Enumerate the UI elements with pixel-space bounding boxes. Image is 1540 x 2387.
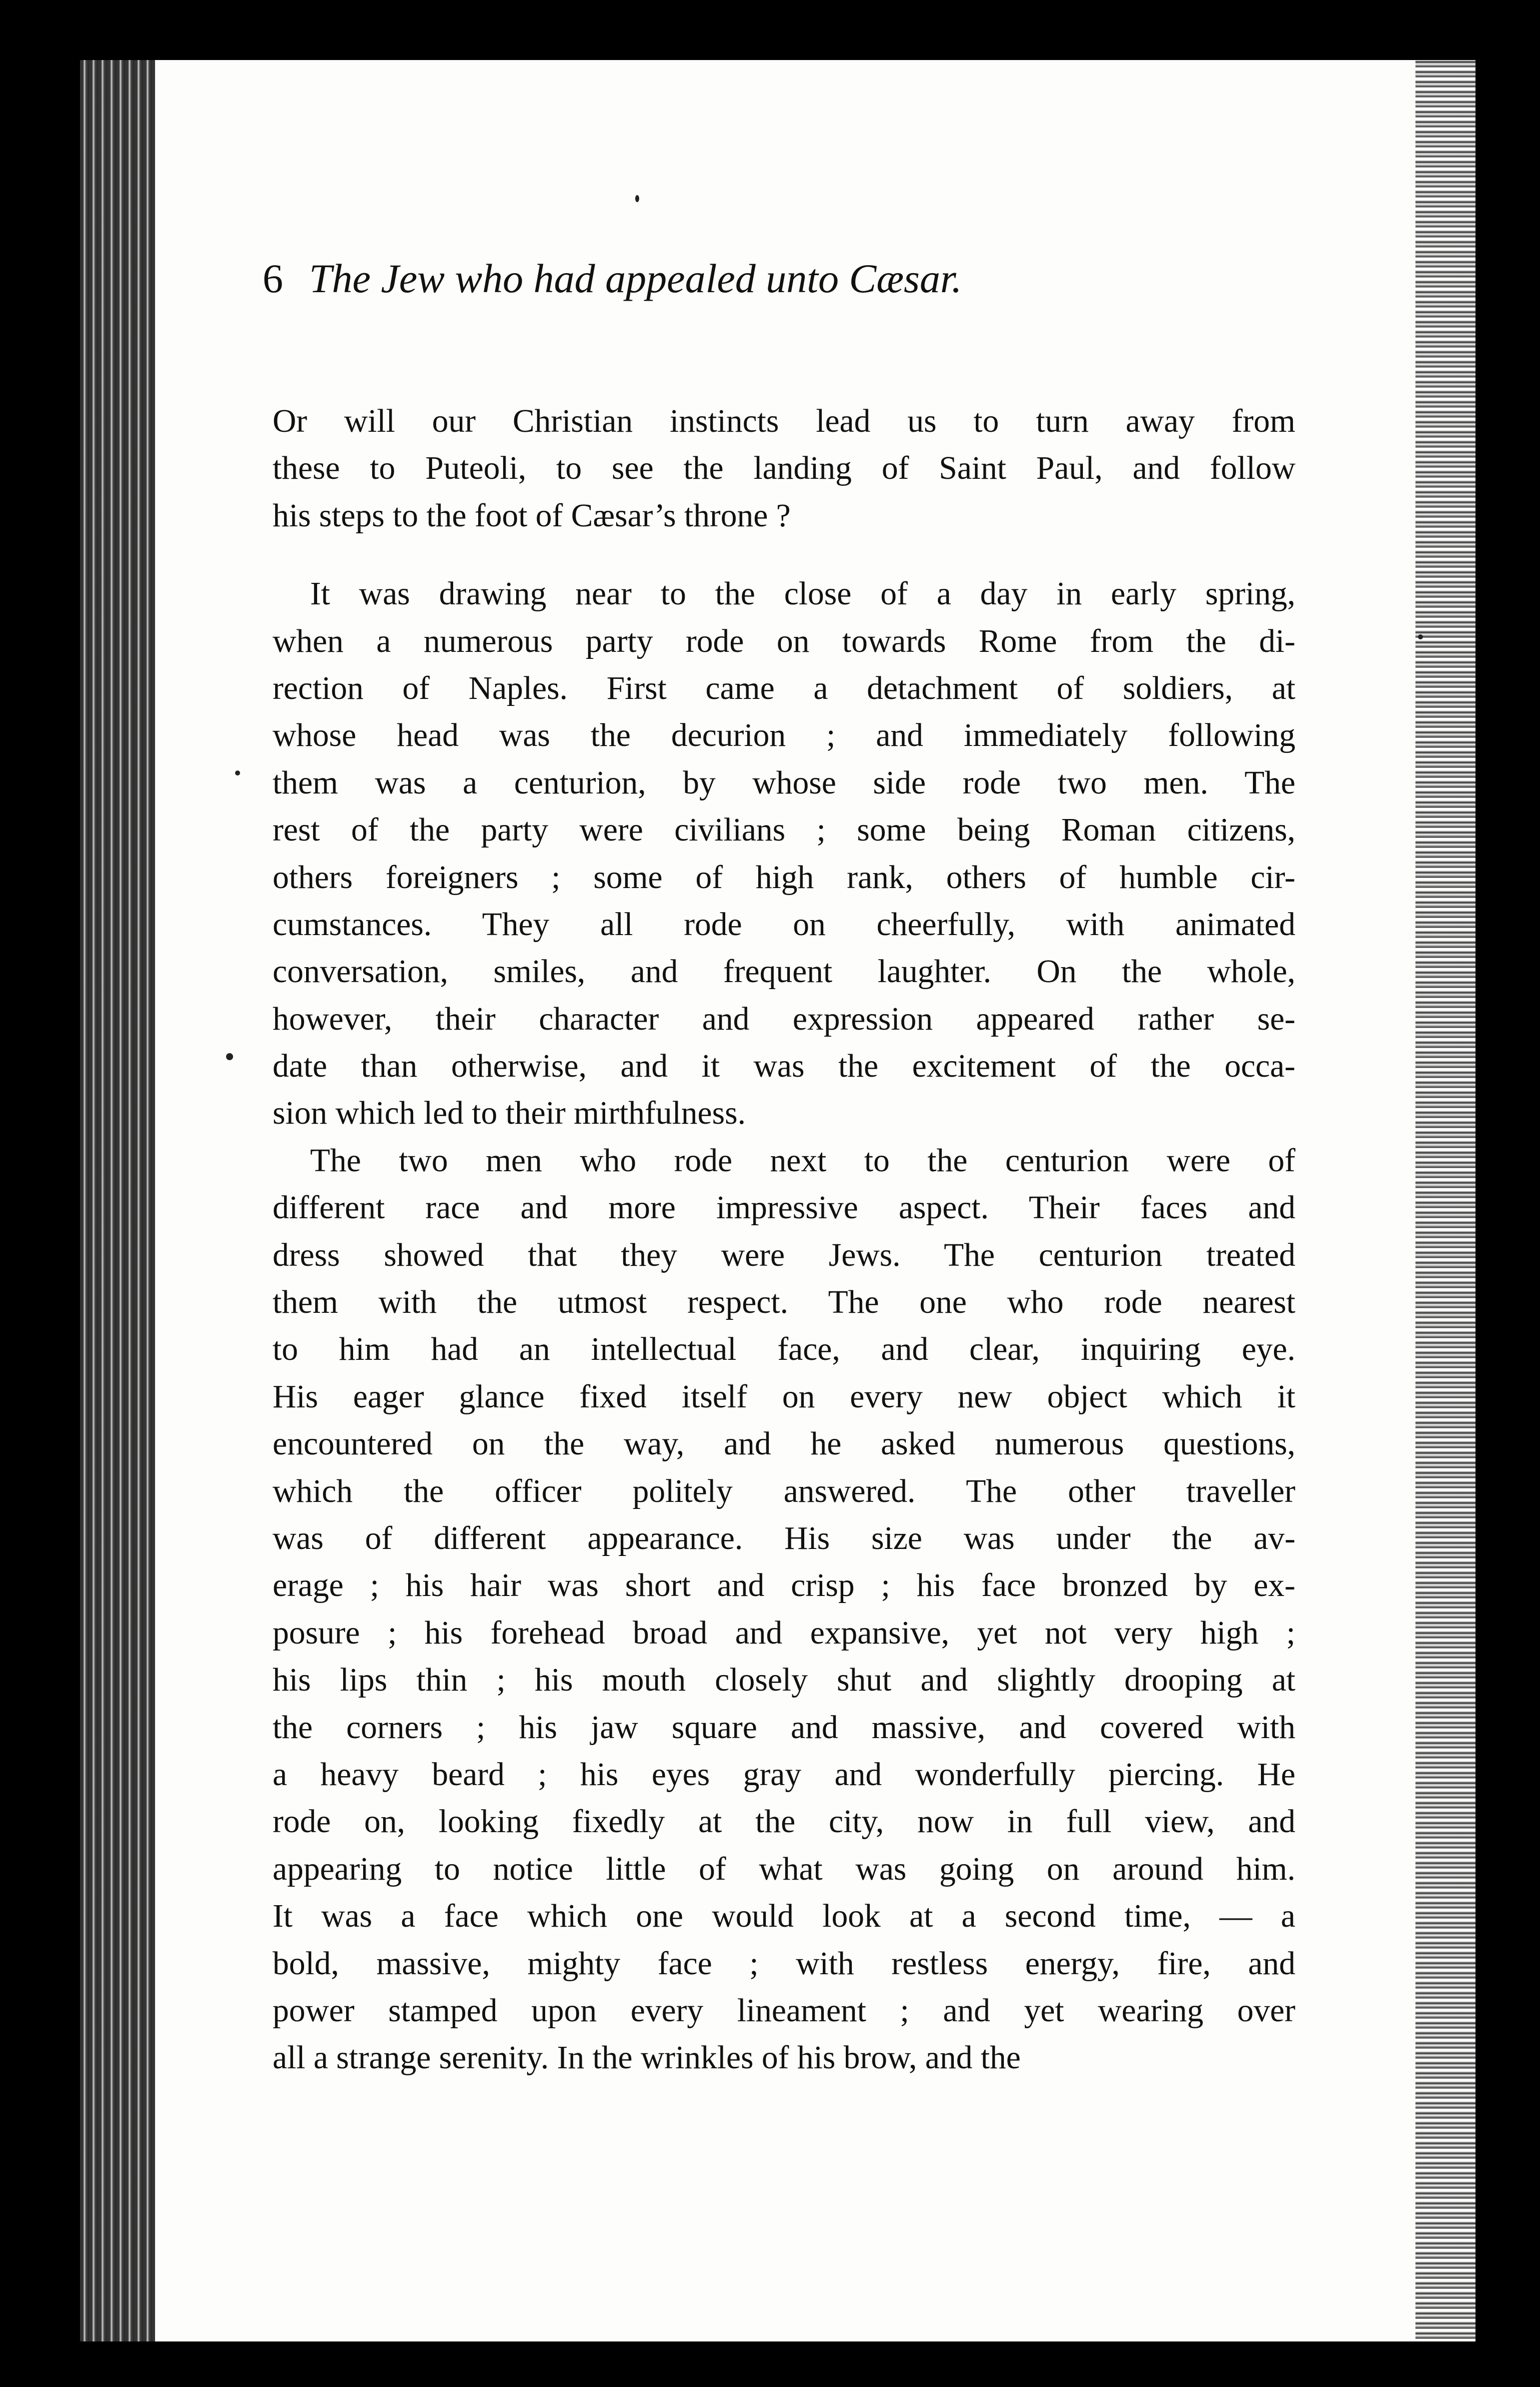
text-line: these to Puteoli, to see the landing of Saint Paul, and follow — [273, 450, 1295, 487]
text-line: to him had an intellectual face, and clear, inquiring eye. — [273, 1331, 1295, 1368]
text-line: a heavy beard ; his eyes gray and wonderfully piercing. He — [273, 1756, 1295, 1793]
text-line: bold, massive, mighty face ; with restless energy, fire, and — [273, 1945, 1295, 1982]
text-line: erage ; his hair was short and crisp ; his face bronzed by ex- — [273, 1567, 1295, 1604]
text-line: when a numerous party rode on towards Rome from the di- — [273, 623, 1295, 659]
text-line: It was drawing near to the close of a day in early spring, — [310, 576, 1295, 612]
paragraph — [273, 1137, 1295, 2082]
running-title: The Jew who had appealed unto Cæsar. — [309, 256, 962, 301]
paragraph — [273, 398, 1295, 539]
text-line: cumstances. They all rode on cheerfully, with animated — [273, 906, 1295, 943]
text-line: all a strange serenity. In the wrinkles of his brow, and the — [273, 2040, 1021, 2076]
text-line: posure ; his forehead broad and expansive, yet not very high ; — [273, 1615, 1295, 1651]
text-line: Or will our Christian instincts lead us to turn away from — [273, 403, 1295, 439]
text-line: them was a centurion, by whose side rode two men. The — [273, 764, 1295, 801]
text-line: date than otherwise, and it was the excitement of the occa- — [273, 1048, 1295, 1085]
text-line: however, their character and expression appeared rather se- — [273, 1001, 1295, 1037]
scan-speck — [226, 1053, 233, 1060]
paragraph-gap — [273, 539, 1295, 570]
text-line: conversation, smiles, and frequent laughter. On the whole, — [273, 954, 1295, 990]
text-line: appearing to notice little of what was going on around him. — [273, 1851, 1295, 1887]
text-line: others foreigners ; some of high rank, others of humble cir- — [273, 859, 1295, 896]
text-line: The two men who rode next to the centurion were of — [310, 1142, 1295, 1179]
scan-speck — [635, 195, 639, 202]
text-line: His eager glance fixed itself on every new object which it — [273, 1378, 1295, 1415]
text-line: was of different appearance. His size was under the av- — [273, 1520, 1295, 1556]
text-line: power stamped upon every lineament ; and yet wearing over — [273, 1992, 1295, 2029]
page-binding-edge — [80, 60, 155, 2341]
paragraph — [273, 570, 1295, 1137]
text-line: them with the utmost respect. The one who rode nearest — [273, 1284, 1295, 1321]
text-line: rection of Naples. First came a detachment of soldiers, at — [273, 670, 1295, 706]
text-line: sion which led to their mirthfulness. — [273, 1095, 746, 1132]
running-header — [263, 255, 1313, 325]
page-number: 6 — [263, 256, 283, 301]
text-line: different race and more impressive aspect. Their faces and — [273, 1190, 1295, 1226]
text-line: his steps to the foot of Cæsar’s throne ? — [273, 497, 791, 534]
text-line: the corners ; his jaw square and massive, and covered with — [273, 1709, 1295, 1746]
text-line: his lips thin ; his mouth closely shut and slightly drooping at — [273, 1662, 1295, 1699]
scan-speck — [1418, 634, 1423, 639]
text-line: rode on, looking fixedly at the city, now in full view, and — [273, 1804, 1295, 1840]
text-line: It was a face which one would look at a second time, — a — [273, 1898, 1295, 1935]
text-line: encountered on the way, and he asked numerous questions, — [273, 1426, 1295, 1462]
page-right-edge — [1415, 60, 1475, 2341]
body-text — [273, 398, 1295, 2082]
text-line: rest of the party were civilians ; some being Roman citizens, — [273, 812, 1295, 849]
text-line: which the officer politely answered. The other traveller — [273, 1473, 1295, 1509]
text-line: whose head was the decurion ; and immediately following — [273, 717, 1295, 754]
scan-speck — [235, 770, 240, 775]
text-line: dress showed that they were Jews. The centurion treated — [273, 1237, 1295, 1273]
